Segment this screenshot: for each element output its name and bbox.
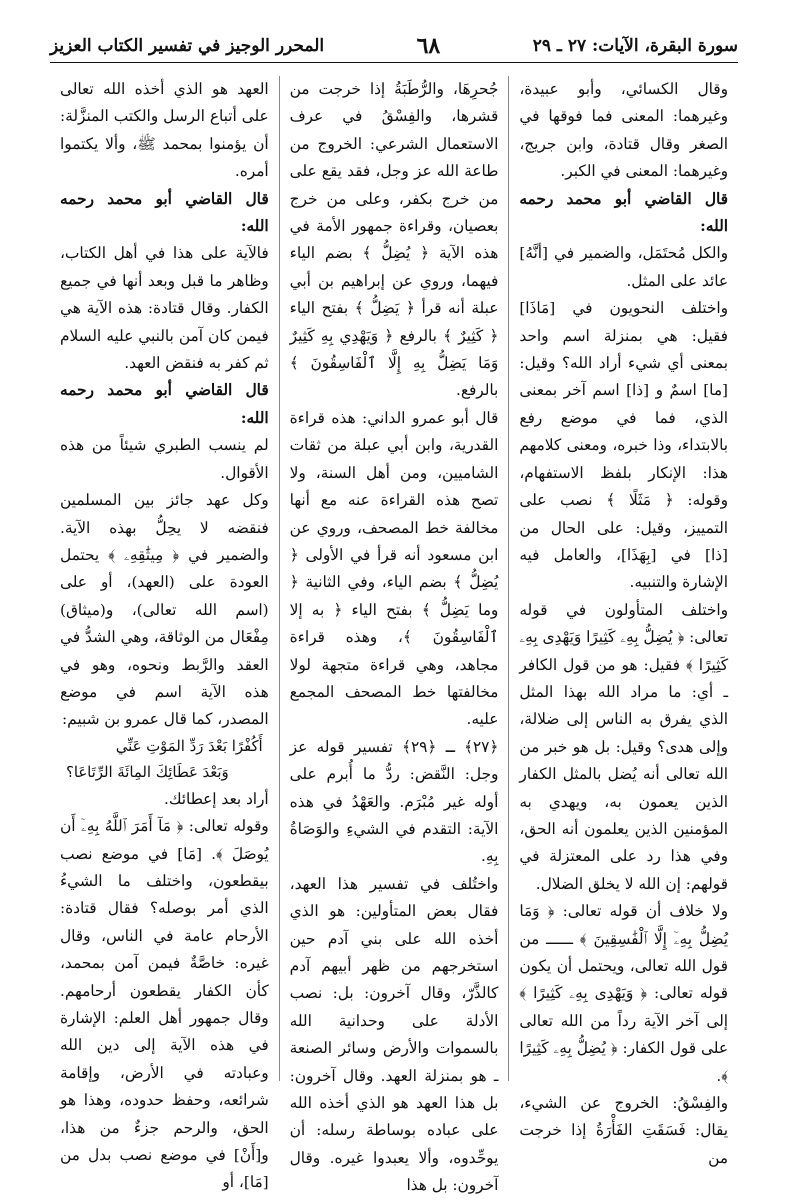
paragraph: لم ينسب الطبري شيئاً من هذه الأقوال. [59,436,269,482]
paragraph: جُحرِهَا، والرُّطَبَةُ إذا خرجت من قشرها، والفِسْقُ في عرف الاستعمال الشرعي: الخروج من طاعة الله عز وجل، فقد يقع على من خرج بكفر، وعلى من خرج بعصيان، وقراءة جمهور الأمة في هذه الآية ﴿ يُضِلُّ ﴾ بضم الياء فيهما، وروي عن إبراهيم بن أبي عبلة أنه قرأ ﴿ يَضِلُّ ﴾ بفتح الياء ﴿ كَثِيرٌ ﴾ بالرفع ﴿ وَيَهْدِي بِهِ كَثِيرٌ وَمَا يَضِلُّ بِهِ إِلَّا ٱلْفَاسِقُونَ ﴾ بالرفع. [289,80,499,400]
poem-verse [60,734,269,786]
paragraph: وقال الكسائي، وأبو عبيدة، وغيرهما: المعنى فما فوقها في الصغر وقال قتادة، وابن جريج، وغيرهما: المعنى في الكبر. [519,80,728,181]
author-heading: قال القاضي أبو محمد رحمه الله: [59,381,269,427]
paragraph: وكل عهد جائز بين المسلمين فنقضه لا يحِلُّ بهذه الآية. والضمير في ﴿ مِيثَٰقِهِۦ ﴾ يحتمل العودة على (العهد)، أو على (اسم الله تعالى)، و(ميثاق) مِفْعَال من الوثاقة، وهي الشدُّ في العقد والرَّبط ونحوه، وهو في هذه الآية اسم في موضع المصدر، كما قال عمرو بن شبيم: [59,491,269,729]
surah-heading: سورة البقرة، الآيات: ٢٧ ـ ٢٩ [532,36,738,56]
paragraph: واختُلف في تفسير هذا العهد، فقال بعض المتأولين: هو الذي أخذه الله على بني آدم حين استخرجهم من ظهر أبيهم آدم كالذَّرّ، وقال آخرون: بل: نصب الأدلة على وحدانية الله بالسموات والأرض وسائر الصنعة ـ هو بمنزلة العهد. وقال آخرون: بل هذا العهد هو الذي أخذه الله على عباده بوساطة رسله: أن يوحِّدوه، وألا يعبدوا غيره. وقال آخرون: بل هذا [289,874,499,1195]
column-right [509,76,738,1167]
paragraph: ﴿٢٧﴾ ـ ﴿٢٩﴾ تفسير قوله عز وجل: النَّقض: ردُّ ما أُبرم على أوله غير مُبْرَم. والعَهْدُ في هذه الآية: التقدم في الشيءِ والوَصَاةُ بِهِ. [289,737,499,866]
paragraph: ولا خلاف أن قوله تعالى: ﴿ وَمَا يُضِلُّ بِهِۦٓ إِلَّا ٱلْفَٰسِقِينَ ﴾ ــــــ من قول الله تعالى، ويحتمل أن يكون قوله تعالى: ﴿ وَيَهْدِى بِهِۦ كَثِيرًا ﴾ إلى آخر الآية رداً من الله تعالى على قول الكفار: ﴿ يُضِلُّ بِهِۦ كَثِيرًا ﴾. [519,902,728,1085]
page-header [50,30,738,63]
column-left [50,76,280,1192]
paragraph: واختلف النحويون في [مَاذَا] فقيل: هي بمنزلة اسم واحد بمعنى أي شيء أراد الله؟ وقيل: [ما] اسمٌ و [ذا] اسم آخر بمعنى الذي، فما في موضع رفع بالابتداء، وذا خبره، ومعنى كلامهم هذا: الإنكار بلفظ الاستفهام، وقوله: ﴿ مَثَلًا ﴾ نصب على التمييز، وقيل: على الحال من [ذا] في [بِهَذَا]، والعامل فيه الإشارة والتنبيه. [519,299,728,592]
page-number: ٦٨ [416,33,441,59]
paragraph: قال أبو عمرو الداني: هذه قراءة القدرية، وابن أبي عبلة من ثقات الشاميين، ومن أهل السنة، ولا تصح هذه القراءة عنه مع أنها مخالفة خط المصحف، وروي عن ابن مسعود أنه قرأ في الأولى ﴿ يُضِلُّ ﴾ بضم الياء، وفي الثانية ﴿ وما يَضِلُّ ﴾ بفتح الياء ﴿ به إلا ٱلْفَاسِقُونَ ﴾، وهذه قراءة مجاهد، وهي قراءة متجهة لولا مخالفتها خط المصحف المجمع عليه. [289,408,499,729]
paragraph: والكل مُحتَمَل، والضمير في [أنَّهُ] عائد على المثل. [519,244,728,290]
author-heading: قال القاضي أبو محمد رحمه الله: [519,189,728,236]
paragraph: أراد بعد إعطائك. [163,789,269,808]
author-heading: قال القاضي أبو محمد رحمه الله: [59,189,269,236]
book-title: المحرر الوجيز في تفسير الكتاب العزيز [50,36,325,56]
text-columns [50,76,738,1195]
paragraph: وقوله تعالى: ﴿ مَآ أَمَرَ ٱللَّهُ بِهِۦٓ أَن يُوصَلَ ﴾. [مَا] في موضع نصب بيقطعون، واختلف ما الشيءُ الذي أمر بوصله؟ فقال قتادة: الأرحام عامة في الناس، وقال غيره: خاصَّةٌ فيمن آمن بمحمد، كأن الكفار يقطعون أرحامهم. وقال جمهور أهل العلم: الإشارة في هذه الآية إلى دين الله وعبادته في الأرض، وإقامة شرائعه، وحفظ حدوده، وهذا هو الحق، والرحم جزءٌ من هذا، و[أَنْ] في موضع نصب بدل من [مَا]، أو [59,817,269,1192]
poem-line-1: أَكُفْرًا بَعْدَ رَدِّ المَوْتِ عَنِّي [115,737,263,755]
paragraph: واختلف المتأولون في قوله تعالى: ﴿ يُضِلُّ بِهِۦ كَثِيرًا وَيَهْدِى بِهِۦ كَثِيرًا ﴾ فقيل: هو من قول الكافر ـ أي: ما مراد الله بهذا المثل الذي يفرق به الناس إلى ضلالة، وإلى هدى؟ وقيل: بل هو خبر من الله تعالى أنه يُضل بالمثل الكفار الذين يعمون به، ويهدي به المؤمنين الذين يعلمون أنه الحق، وفي هذا رد على المعتزلة في قولهم: إن الله لا يخلق الضلال. [519,600,728,893]
paragraph: العهد هو الذي أخذه الله تعالى على أتباع الرسل والكتب المنزَّلة: أن يؤمنوا بمحمد ﷺ، وألا يكتموا أمره. [59,80,269,181]
paragraph: فالآية على هذا في أهل الكتاب، وظاهر ما قبل وبعد أنها في جميع الكفار. وقال قتادة: هذه الآية هي فيمن كان آمن بالنبي عليه السلام ثم كفر به فنقض العهد. [59,244,269,373]
column-middle [280,76,510,1195]
poem-line-2: وَبَعْدَ عَطَائِكَ المِائَةَ الرِّتَاعَا؟ [65,763,229,781]
paragraph: والفِسْقُ: الخروج عن الشيء، يقال: فَسَقَتِ الفَأْرَةُ إذا خرجت من [519,1094,728,1167]
